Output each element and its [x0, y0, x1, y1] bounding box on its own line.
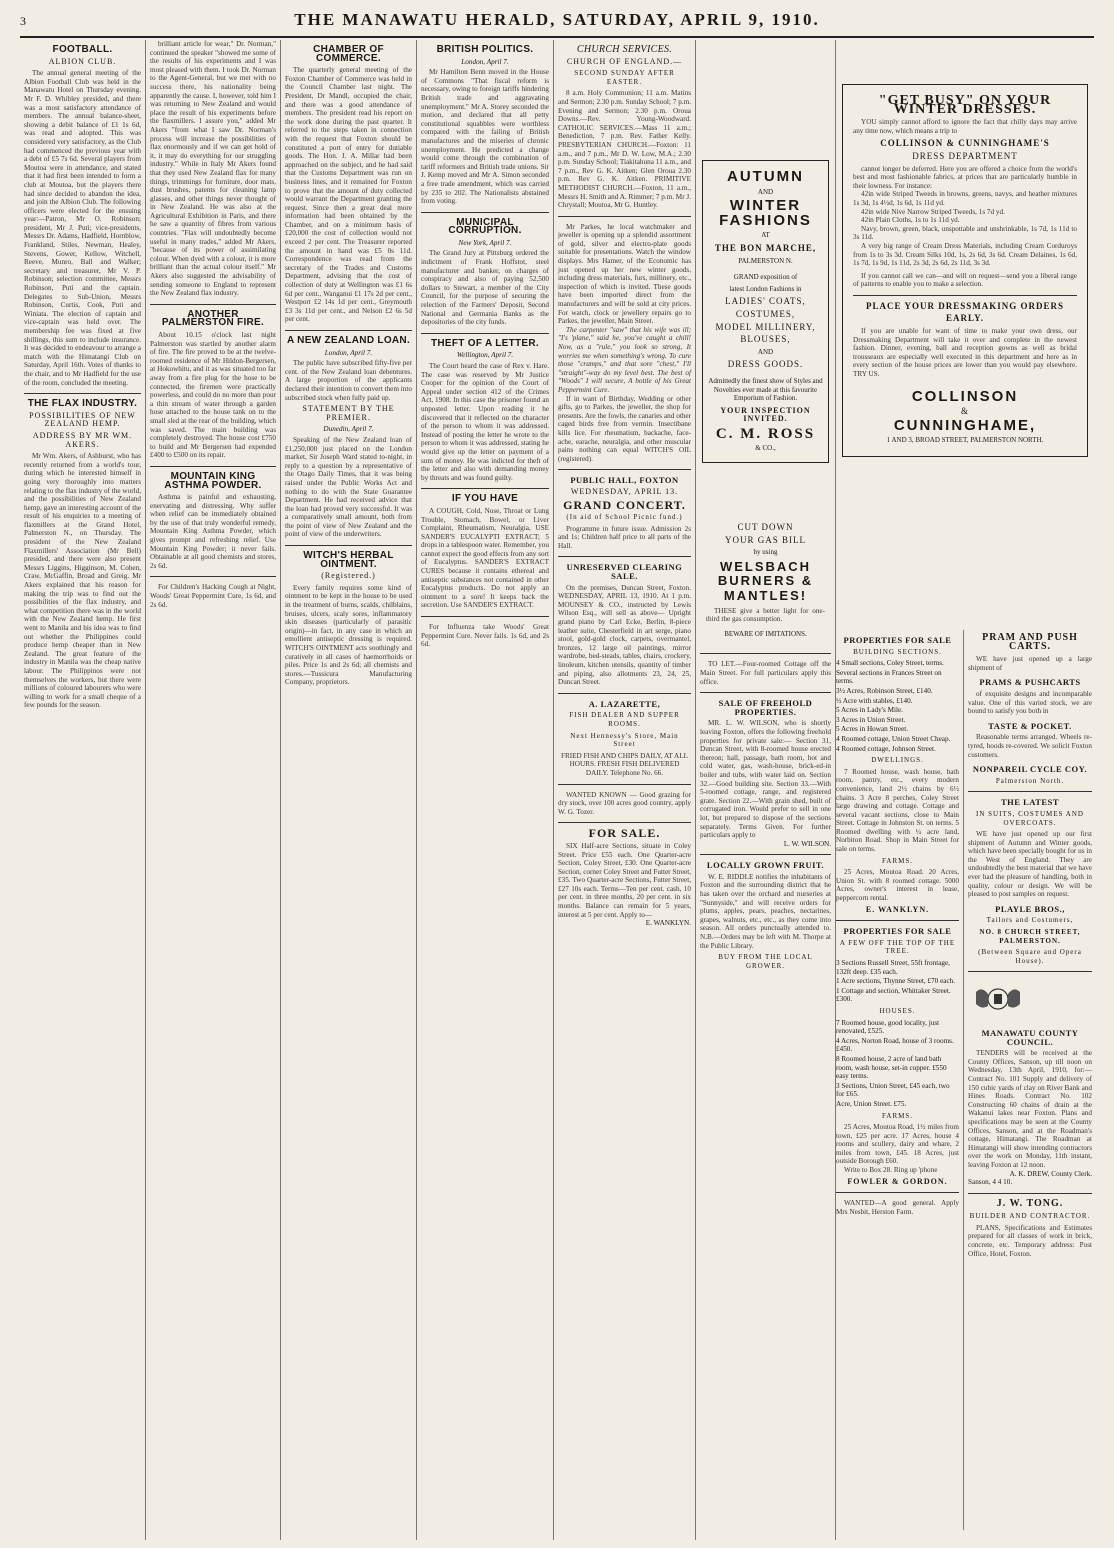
early: EARLY. — [945, 313, 985, 324]
tong-text: PLANS, Specifications and Estimates prepared for all classes of work in brick, concrete, etc. Temporary address: Post Office, Hotel, Foxton. — [968, 1223, 1092, 1258]
cunninghame-name: CUNNINGHAME, — [893, 416, 1037, 434]
flax-subheading: POSSIBILITIES OF NEW ZEALAND HEMP. — [29, 410, 136, 429]
loan-article: The public have subscribed fifty-five per cent. of the New Zealand loan debentures. A large proportion of the applicants declared their intention to convert them into subscribed stock when fully paid up. — [285, 359, 412, 402]
few-item: 3 Sections Russell Street, 55ft frontage, 132ft deep. £35 each. — [836, 959, 950, 976]
property-item: Several sections in Frances Street on terms. — [836, 668, 942, 686]
patterns-note: If you cannot call we can—and will on request—send you a liberal range of patterns to enable you to make a selection. — [853, 271, 1077, 289]
nonpareil: NONPAREIL CYCLE COY. — [972, 764, 1088, 775]
albion-article: The annual general meeting of the Albion Football Club was held in the Manawatu Hotel on Thursday evening. Mr F. D. Whibley presided, and there was a most satisfactory attendance of members. The annual balance-sheet, showing a debit balance of £1 1s 6d, was read and adopted. This was considered very satisfactory, as the Club had commenced the previous year with a debt of £5 7s 6d. Several players from Moutoa were in attendance, and stated that it had first been intended to form a club at Moutoa, but the players there had since decided to abandon the idea, and join the Albion Club. The following officers were elected for the ensuing year:—Patron, Mr O. Robinson; president, Mr J. Puti; vice-presidents, Messrs Dr. Adams, Hadfield, Hornblow, Frankland, Stiles, Newman, Healey, Stevens, Gower, Kellow, Witchell, Reeve, Munro, Ball and Walker; secretary and treasurer, Mr V. P. Robinson; selection committee, Messrs Robinson, Puti and the captain. Delegates to Sub-Union, Messrs Robinson, Curtis, Cook, Puti and Winiata. The election of captain and vice-captain was held over. The membership fee was fixed at five shillings, this sum to include insurance. It was decided to endeavour to arrange a match with the Himatangi Club on Saturday, April 16th. Votes of thanks to the chair, and to Mr Hadfield for the use of the room, concluded the meeting. — [24, 69, 141, 387]
chamber-article: The quarterly general meeting of the Foxton Chamber of Commerce was held in the Council Chamber last night. The President, Dr Mandl, occupied the chair, and there was a good attendance of members. The president read his report on the work done during the past quarter. It referred to the steps taken in connection with the request that Foxton should be constituted a port of entry for dutiable goods. The Hon. J. A. Millar had been approached on the subject, and he had said that the Customs Department was run on business lines, and it remained for Foxton to prove that the amount of duty collected would warrant the Department granting the request. Since then a great deal more information had been obtained by the Chamber, and on a minimum basis of £20,000 the cost of collection would not exceed 2 per cent. The Treasurer reported the amount in hand was £5 0s 11d. Correspondence was read from the secretary of the Trades and Customs Department, advising that the cost of collection of duty at Wellington was £1 6s 6d per cent., Wanganui £1 17s 2d per cent., Westport £2 14s 1d per cent., Greymouth £3 3s 11d per cent., and Nelson £2 6s 5d per cent. — [285, 66, 412, 324]
farms-heading: FARMS. — [882, 856, 913, 865]
flax-article: Mr Wm. Akers, of Ashburst, who has recently returned from a world's tour, during which he interested himself in going very thoroughly into matters relating to the flax industry of the world, and the possibilities of New Zealand hemp, gave an interesting account of the result of his enquiries to a meeting of flaxmillers at the Grand Hotel, Palmerston N., on Thursday. The president of the New Zealand Flaxmillers' Association (Mr Bell) presided, and there were also present Messrs Liggins, Higginson, M. Cohen, Craw, McGaffin, Broad and Greig. Mr Akers explained that his reason for making the trip was to find out the possibilities of the flax industry, and what competition there was in the world with the New Zealand hemp. He first went to Manila and his idea was to find out whether the Philippines could produce hemp cheaper than in New Zealand. The great feature of the industry in Manila was the cheap native labour. The Philippinos were not themselves the workers, but there were millions of coloured labourers who were willing to work for a small cheque of a few pounds for the season. — [24, 452, 141, 710]
premier-article: Speaking of the New Zealand loan of £1,250,000 just placed on the London market, Sir Joseph Ward stated to-night, in reply to a question by a representative of the Otago Daily Times, that it was being raised under the Public Works Act and nothing to do with the State Guarantee Department. He had received advice that the loan had proved very successful. It was a comparatively small amount, both from the point of view of New Zealand and the point of view of the underwriters. — [285, 435, 412, 539]
few-off-top: A FEW OFF THE TOP OF THE TREE. — [839, 938, 956, 956]
eucalypti-advert: A COUGH, Cold, Nose, Throat or Lung Trouble, Stomach, Bowel, or Liver Complaint, Rheumatism, Neuralgia, USE SANDER'S EUCALYPTI EXTRACT; 5 drops in a tablespoon water. Remember, you cannot expect the good effects from any sort of Eucalyptus. SANDER'S EXTRACT CURES because it contains ethereal and antiseptic substances not contained in other Eucalyptus products. Do not apply an ointment to a sore! It keeps back the secretion. Use SANDER'S EXTRACT. — [421, 506, 549, 610]
property-item: 4 Small sections, Coley Street, terms. — [836, 659, 944, 668]
bon-marche-advert — [702, 160, 829, 463]
store-town: PALMERSTON N. — [738, 256, 793, 265]
farms-heading-2: FARMS. — [882, 1111, 913, 1120]
item-and: AND — [757, 347, 774, 356]
properties-heading: PROPERTIES FOR SALE — [843, 635, 952, 645]
item-blouses: BLOUSES, — [740, 334, 791, 345]
few-item: 1 Cottage and section, Whittaker Street. £300. — [836, 986, 951, 1004]
ross-name: C. M. ROSS — [715, 425, 816, 442]
suits-sub: IN SUITS, COSTUMES AND OVERCOATS. — [976, 809, 1084, 827]
grand-concert-title: GRAND CONCERT. — [563, 497, 686, 512]
asthma-powder-heading: MOUNTAIN KING ASTHMA POWDER. — [164, 470, 262, 491]
theft-heading: THEFT OF A LETTER. — [431, 337, 539, 349]
between: (Between Square and Opera House). — [978, 948, 1082, 965]
property-item: 4 Roomed cottage, Union Street Cheap. — [836, 734, 951, 743]
masthead — [20, 10, 1094, 38]
council-heading: MANAWATU COUNTY COUNCIL. — [981, 1028, 1079, 1047]
and-text: AND — [757, 187, 774, 196]
freehold-title: SALE OF FREEHOLD PROPERTIES. — [718, 698, 813, 717]
fruit-buy: BUY FROM THE LOCAL GROWER. — [718, 953, 813, 970]
by-using: by using — [753, 548, 778, 557]
second-sunday: SECOND SUNDAY AFTER EASTER. — [574, 69, 675, 86]
write-to: Write to Box 28. Ring up 'phone — [844, 1166, 938, 1175]
corruption-article: The Grand Jury at Pittsburg ordered the indictment of Frank Hoffstot, steel manufacturer and banker, on charges of conspiracy and also of paying 52,500 dollars to Stewart, a member of the City Council, for the purpose of securing the relection of the Farmers' Deposit, Second National and Germania Banks as the depositories of the city funds. — [421, 249, 549, 327]
grand-exposition: GRAND exposition of — [733, 273, 798, 282]
lazarette-title: A. LAZARETTE, — [588, 698, 661, 709]
for-sale-title: FOR SALE. — [588, 826, 661, 841]
burners: BURNERS & — [717, 573, 814, 589]
ross-co: & CO., — [755, 444, 776, 453]
latest-text: WE have just opened up our first shipment of Autumn and Winter goods, which have been specially bought for us in the West of England. They are undoubtedly the best material that we have ever had the pleasure of handling, both in quality, colour or design. We will be pleased to post samples on request. — [968, 830, 1092, 899]
dwellings-heading: DWELLINGS. — [871, 756, 924, 765]
item-dress-goods: DRESS GOODS. — [727, 359, 804, 370]
house-item: 3 Sections, Union Street, £45 each, two for £65. — [836, 1081, 950, 1099]
collinson-name: COLLINSON — [911, 387, 1019, 405]
wanted-known: WANTED KNOWN — Good grazing for dry stock, over 100 acres good country, apply W. G. Tozer. — [558, 790, 691, 816]
grand-exposition-2: latest London Fashions in — [729, 284, 802, 293]
influenza-note: For Influenza take Woods' Great Peppermint Cure. Never fails. 1s 6d, and 2s 6d. — [421, 623, 549, 649]
property-item: 5 Acres in Lady's Mile. — [836, 706, 903, 715]
column-7 — [836, 40, 1094, 1540]
tailors: Tailors and Costumers, — [986, 916, 1074, 925]
pram-text-2: of exquisite designs and incomparable value. One of this varied stock, we are bound to satisfy you both in — [968, 689, 1092, 716]
clearing-sale-text: On the premises, Duncan Street, Foxton. WEDNESDAY, APRIL 13, 1910. At 1 p.m. MOUNSEY & CO., instructed by Lewis Wilson Esq., will sell as above— Upright grand piano by Carl Ecke, Berlin, 8-piece leather suite, Chesterfield in art serge, piano stool, gold-gold clock, carpets, overmantel, bronzes, 12 large oil paintings, mirror wardrobe, bed-steads, tables, chairs, crockery, linoleum, kitchen utensils, quantity of timber and piping, also allotments 23, 24, 25, Duncan Street. — [558, 583, 691, 687]
item-costumes: COSTUMES, — [735, 308, 796, 319]
column-4 — [417, 40, 554, 1540]
tong-name: J. W. TONG. — [996, 1197, 1064, 1209]
palmerston-fire-article: About 10.15 o'clock last night Palmerston was startled by another alarm of fire. The fire proved to be at the twelve-roomed residence of Mr Hildon-Bergersen, at Hokowhitu, and it as was situated too far away from a fire plug for the hose to be connected, the firemen were practically powerless, and could do no more than pour a thin stream of water through a garden hose attached to the house tank on to the small sled at the rear of the building, which was saved. The main building was completely destroyed. The house cost £750 to build and Mr Bergersen had expended £400 to £500 on its repair. — [150, 331, 276, 460]
get-busy-intro: YOU simply cannot afford to ignore the fact that chilly days may arrive any time now, which means a trip to — [853, 118, 1077, 135]
lazarette-subtitle: FISH DEALER AND SUPPER ROOMS. — [569, 711, 680, 728]
column-5 — [554, 40, 696, 1540]
ampersand: & — [960, 406, 969, 417]
place-orders: PLACE YOUR DRESSMAKING ORDERS — [866, 300, 1064, 311]
inspection-invited: YOUR INSPECTION INVITED. — [720, 405, 811, 424]
politics-dateline: London, April 7. — [461, 57, 509, 66]
admittedly-text: Admittedly the finest show of Styles and Novelties ever made at this favourite Emporium of Fashion. — [708, 376, 823, 403]
church-england: CHURCH OF ENGLAND.— — [566, 56, 683, 66]
properties-heading-2: PROPERTIES FOR SALE — [843, 926, 952, 937]
dwellings-text: 7 Roomed house, wash house, bath room, pantry, etc., every modern convenience, land 2½ chains by 6½ chains. 3 Acre 8 perches, Coley Street large drawing and cottage. Cottage and several vacant sections, close to Main Street. Cottage in Johnston St. on terms. 5 Roomed dwelling with ¼ acre land, Norbiton Road. Shop in Main Street for sale on terms. — [836, 767, 959, 854]
theft-dateline: Wellington, April 7. — [456, 351, 514, 360]
chamber-heading: CHAMBER OF COMMERCE. — [313, 44, 384, 64]
ointment-subheading: (Registered.) — [321, 571, 376, 581]
public-hall-date: WEDNESDAY, APRIL 13. — [570, 486, 679, 496]
local-notes: Mr Parkes, he local watchmaker and jeweller is opening up a splendid assortment of gold, silver and electro-plate goods suitable for presentations. Watch the window displays. Mrs Hamer, of the Economic has just opened up her new winter goods, including dress materials, furs, millinery, etc., inspection of which is invited. These goods have been imported direct from the manufacturers and will be sold at city prices. For watch, clock or jewellery repairs go to Parkes, the jeweller, Main Street. — [558, 222, 691, 326]
lazarette-text: FRIED FISH AND CHIPS DAILY, AT ALL HOURS. FRESH FISH DELIVERED DAILY. Telephone No. 66. — [560, 751, 688, 777]
collinson-firm: COLLINSON & CUNNINGHAME'S — [880, 138, 1050, 149]
welsbach-advert — [702, 513, 829, 647]
column-1 — [20, 40, 146, 1540]
coat-of-arms-icon — [968, 982, 1028, 1016]
column-3 — [281, 40, 417, 1540]
store-name: THE BON MARCHE, — [714, 242, 817, 253]
farms-text-2: 25 Acres, Moutoa Road, 1½ miles from town, £25 per acre. 17 Acres, house 4 rooms and scullery, dairy and whare, 2 miles from town, £45. 18 Acres, just outside Borough £60. — [836, 1123, 959, 1166]
for-sale-signature: E. WANKLYN. — [645, 919, 691, 928]
autumn-text: AUTUMN — [727, 168, 804, 185]
to-let: TO LET.—Four-roomed Cottage off the Main Street. For full particulars apply this office. — [700, 660, 831, 686]
prams-pushcarts: PRAMS & PUSHCARTS — [979, 677, 1081, 688]
item-millinery: MODEL MILLINERY, — [715, 321, 816, 332]
church-street: NO. 8 CHURCH STREET, PALMERSTON. — [979, 928, 1081, 945]
builder-contractor: BUILDER AND CONTRACTOR. — [969, 1212, 1091, 1221]
carpenter-poem: The carpenter "saw" that his wife was ill; "I's 'plane," said he, you've caught a chill! Now, as a "rule," you look so strong, It worries me when something's wrong. To cure those "cramps," and that sore "chest," I'll "straight"-way do my level best. The best of "Woods" I will secure, A bottle of his Great Peppermint Cure. — [558, 325, 691, 394]
price-line-2: 42in wide Nive Narrow Striped Tweeds, 1s 7d yd. — [861, 207, 1005, 216]
concert-subtitle: (In aid of School Picnic fund.) — [566, 513, 683, 522]
playle-bros: PLAYLE BROS., — [995, 903, 1065, 914]
wanklyn-signature: E. WANKLYN. — [865, 904, 930, 914]
these-give: THESE give a better light for one-third the gas consumption. — [706, 606, 825, 624]
latest-heading: THE LATEST — [1001, 797, 1059, 808]
property-item: 5 Acres in Howan Street. — [836, 725, 909, 734]
properties-column — [836, 630, 964, 1530]
property-item: 4 Roomed cottage, Johnson Street. — [836, 744, 936, 753]
pram-text: WE have just opened up a large shipment of — [968, 655, 1092, 672]
page-number: 3 — [20, 14, 28, 28]
item-coats: LADIES' COATS, — [725, 296, 806, 307]
fashions-text: FASHIONS — [719, 211, 812, 229]
british-politics-heading: BRITISH POLITICS. — [436, 44, 534, 55]
right-subcolumn — [968, 630, 1092, 1530]
local-notes-2: If in want of Birthday, Wedding or other gifts, go to Parkes, the jeweller, the shop for presents. Are the fowls, the canaries and other caged birds free from vermin. Insectibane kills lice. For rheumatism, backache, face-ache, earache, neuralgia, and other muscular pains nothing can equal WITCH'S OIL (registered). — [558, 394, 691, 463]
price-line-5: A very big range of Cream Dress Materials, including Cream Corduroys from 1s to 3s 3d. Cream Silks 10d, 1s, 2s 6d, 3s 6d. Cream Delaines, 1s 6d, 1s 7d, 1s 9d, 1s 11d, 2s 3d, 2s 6d, 2s 11d, 3s 3d. — [853, 241, 1077, 268]
collinson-advert — [842, 84, 1088, 457]
farms-text: 25 Acres, Moutoa Road. 20 Acres, Union St. with 8 roomed cottage. 5000 Acres, owner's interest in lease, peppercorn rental. — [836, 868, 959, 903]
pram-text-3: Reasonable terms arranged. Wheels re-tyred, hoods re-covered. We solicit Foxton customers. — [968, 733, 1092, 759]
council-text: TENDERS will be received at the County Offices, Sanson, up till noon on Wednesday, 13th April, 1910, for:— Contract No. 101 Supply and delivery of 150 cubic yards of clay on River Bank and Hines Roads. Contract No. 102 Constructing 60 chains of drain at the Wakanui lakes near Foxton. Plans and specifications may be seen at the County Offices, Sanson, and at the Roadman's cottage, Himatangi. The Roadman at Himatangi will show intending contractors over the work on Monday, 11th instant, leaving Foxton at 12 noon. — [968, 1049, 1092, 1169]
fruit-title: LOCALLY GROWN FRUIT. — [706, 860, 825, 871]
public-hall-title: PUBLIC HALL, FOXTON — [570, 475, 679, 486]
dress-department: DRESS DEPARTMENT — [912, 150, 1018, 161]
dressmaking-text: If you are unable for want of time to make your own dress, our Dressmaking Department will take it over and complete in the newest fashion. Dinner, evening, ball and reception gowns as well as bridal trousseaux are especially well executed in this department and here as in every section of the house prices are lower than you would pay elsewhere. TRY US. — [853, 327, 1077, 379]
flax-heading: THE FLAX INDUSTRY. — [27, 398, 138, 410]
premier-subheading: STATEMENT BY THE PREMIER. — [302, 404, 395, 422]
albion-heading: ALBION CLUB. — [48, 56, 117, 66]
cut-down: CUT DOWN — [737, 522, 794, 533]
church-services-heading: CHURCH SERVICES. — [576, 44, 673, 55]
freehold-signature: L. W. WILSON. — [783, 839, 831, 848]
council-signature: A. K. DREW, County Clerk. — [1009, 1169, 1092, 1178]
houses-heading: HOUSES. — [879, 1006, 916, 1015]
few-item: 1 Acre sections, Thynne Street, £70 each. — [836, 977, 956, 986]
beware: BEWARE OF IMITATIONS. — [724, 629, 807, 638]
lazarette-address: Next Hennessy's Store, Main Street — [570, 731, 679, 749]
house-item: 8 Roomed house, 2 acre of land bath room, wash house, set-in copper. £550 easy terms. — [836, 1054, 947, 1081]
palmerston-north: Palmerston North. — [995, 776, 1065, 785]
fruit-text: W. E. RIDDLE notifies the inhabitants of Foxton and the surrounding district that he has taken over the orchard and nurseries at "Sunnyside," and will receive orders for plums, apples, pears, peaches, nectarines, grapes, walnuts, etc., etc., as they come into season. All orders punctually attended to. N.B.—Orders may be left with M. Thorpe at the Public Library. — [700, 872, 831, 950]
your-gas-bill: YOUR GAS BILL — [724, 534, 806, 545]
corruption-heading: MUNICIPAL CORRUPTION. — [448, 216, 522, 237]
house-item: Acre, Union Street. £75. — [836, 1099, 907, 1108]
palmerston-fire-heading: ANOTHER PALMERSTON FIRE. — [161, 308, 265, 329]
flax-article-continued: brilliant article for wear," Dr. Norman," continued the speaker "showed me some of the results of his experiments and I was most pleased with them. I took Dr. Norman to the Agent-General, but we met with no success there, his nationality being apparently the cause. I, however, told him I was returning to New Zealand and would place the result of his experiments before the flaxmillers. I assure you," added Mr Akers "from what I saw Dr. Norman's process will increase the possibilities of flax enormously and if we can get hold of it, it may do everything for our struggling industry." While in Italy Mr Akers found that they used New Zealand flax for many things, trimmings for furniture, door mats, dust brushes, patents for cleaning lamp glasses, and other things never thought of in New Zealand. He was also at the Agricultural Exhibition in Paris, and there he saw a quantity of fibres from various countries. "Flax will undoubtedly become useful in many trades," added Mr Akers, "because of its power of assimilating colour. When dyed with a colour, it is more brilliant than the actual colour itself." Mr Akers also suggested the advisability of sending someone to England to represent the New Zealand flax industry. — [150, 40, 276, 298]
football-heading: FOOTBALL. — [52, 44, 113, 55]
price-line-4: Navy, brown, green, black, unspottable and unshrinkable, 1s 7d, 1s 11d to 3s 11d. — [853, 224, 1077, 242]
property-item: 3 Acres in Union Street. — [836, 715, 906, 724]
if-you-have-heading: IF YOU HAVE — [451, 493, 519, 505]
price-line-1: 42in wide Striped Tweeds in browns, greens, navys, and heather mixtures 1s 3d, 1s 4½d, 1s 6d, 1s 11d yd. — [853, 190, 1077, 207]
price-line-3: 42in Plain Cloths, 1s to 1s 11d yd. — [861, 216, 960, 225]
asthma-powder-text: Asthma is painful and exhausting, enervating and distressing. Why suffer when relief can be immediately obtained by the use of that truly wonderful remedy, Mountain King Asthma Powder, which gives prompt and refreshing relief. Use Mountain King Powder; it never fails. Obtainable at all good chemists and stores, 2s 6d. — [150, 493, 276, 570]
column-2 — [146, 40, 281, 1540]
clearing-sale-title: UNRESERVED CLEARING SALE. — [566, 562, 683, 582]
dress-text: cannot longer be deferred. Here you are offered a choice from the world's best and most fashionable fabrics, at prices that are particularly humble in their lowness. For instance: — [853, 164, 1077, 190]
politics-article: Mr Hamilton Benn moved in the House of Commons "That fiscal reform is necessary, owing to foreign tariffs hindering British trade and aggravating unemployment." Mr A. Storey seconded the motion, and declared that all petty constitutional squabbles were worthless compared with the failing of British manufactures and the miseries of chronic unemployment. He predicted a change would come through the combination of tariff reformers and British trade unions. Sir J. Kemp moved and Mr A. Simon seconded a free trade amendment, which was carried by 235 to 202. The Nationalists abstained from voting. — [421, 68, 549, 206]
corruption-dateline: New York, April 7. — [458, 238, 512, 247]
freehold-text: MR. L. W. WILSON, who is shortly leaving Foxton, offers the following freehold properties for private sale:— Section 31, Duncan Street, with 8-roomed house erected thereon; hall, passage, bath room, hot and cold water, gas, wash-house, brick-ed-in boiler and tubs, with water laid on. Section 32.—Good building site. Section 33.—With 5-roomed cottage, range, and registered grate. Section 22.—With grain shed, built of corrugated iron. Would prefer to sell in one lot, but prepared to dispose of the sections separately. Terms Given. For further particulars apply to — [700, 719, 831, 840]
council-date: Sanson, 4 4 10. — [968, 1178, 1013, 1187]
building-sections: BUILDING SECTIONS. — [853, 647, 942, 656]
property-item: ½ Acre with stables, £140. — [836, 696, 913, 705]
taste-pocket: TASTE & POCKET. — [988, 720, 1072, 731]
ointment-heading: WITCH'S HERBAL OINTMENT. — [303, 550, 394, 570]
cough-cure-note: For Children's Hacking Cough at Night, Woods' Great Peppermint Cure, 1s 6d, and 2s 6d. — [150, 583, 276, 609]
ointment-text: Every family requires some kind of ointment to be kept in the house to be used in the treatment of burns, scalds, chilblains, bruises, ulcers, scaly sores, inflammatory skin diseases (particularly of parasitic origin)—in fact, in any case in which an emollient antiseptic dressing is required. WITCH'S OINTMENT acts soothingly and curatively in all cases of haemorrhoids or piles. Price 1s and 2s 6d; all chemists and stores.—Tussicura Manufacturing Company, proprietors. — [285, 583, 412, 687]
loan-dateline: London, April 7. — [324, 348, 373, 357]
premier-dateline: Dunedin, April 7. — [323, 425, 374, 434]
house-item: 7 Roomed house, good locality, just renovated, £525. — [836, 1018, 940, 1036]
winter-text: WINTER — [729, 197, 802, 215]
church-services-text: 8 a.m. Holy Communion; 11 a.m. Matins and Sermon; 2.30 p.m. Sunday School; 7 p.m. Evening and Sermon; 2.30 p.m. Oroua Downs.—Rev. Young-Woodward. CATHOLIC SERVICES.—Mass 11 a.m.; Benediction, 7 p.m. Rev. Father Kelly. PRESBYTERIAN CHURCH.—Foxton: 11 a.m., and 7 p.m., Mr D. W. Low, M.A.; 2.30 p.m. Sunday School; Tiakitahuna 11 a.m., and 7 p.m., Rev G. K. Aitken; Glen Oroua 2.30 p.m. Rev G. K. Aitken. PRIMITIVE METHODIST CHURCH.—Foxton, 11 a.m., Messrs H. Smith and A. Rimmer; 7 p.m. Mr J. Chrystall; Moutoa, Mr G. Huntley. — [558, 89, 691, 210]
collinson-address: 1 AND 3, BROAD STREET, PALMERSTON NORTH. — [886, 436, 1044, 445]
theft-article: The Court heard the case of Rex v. Hare. The case was reserved by Mr Justice Cooper for the opinion of the Court of Appeal under section 412 of the Crimes Act, 1908. In this case the prisoner found an unposted letter. Upon reading it he discovered that it reflected on the character of the person to whom it was addressed. Instead of posting the letter he wrote to the person to whom it was addressed, stating he would give up the letter on payment of a sum of money. He was indicted for theft of the letter and also with demanding money by threats and was found guilty. — [421, 362, 549, 482]
property-item: 3½ Acres, Robinson Street, £140. — [836, 686, 933, 695]
at-text: AT — [761, 231, 770, 240]
wanted-general: WANTED—A good general. Apply Mrs Nesbit, Herston Farm. — [836, 1199, 959, 1216]
concert-details: Programme in future issue. Admission 2s and 1s; Children half price to all parts of the Hall. — [558, 524, 691, 550]
loan-heading: A NEW ZEALAND LOAN. — [286, 335, 411, 346]
for-sale-text: SIX Half-acre Sections, situate in Coley Street. Price £55 each. One Quarter-acre Section, Coley Street, £30. One Quarter-acre Section, corner Coley Street and Futter Street, £35. Two Quarter-acre Sections, Futter Street, £27 10s each. Terms—Ten per cent. cash, 10 per cent. in three months, 20 per cent. in six months. Balance can remain for 5 years, interest at 5 per cent. Apply to— — [558, 841, 691, 919]
column-6 — [696, 40, 836, 1540]
get-busy-title: "GET BUSY" ON YOUR WINTER DRESSES. — [878, 93, 1052, 117]
welsbach: WELSBACH — [719, 558, 812, 574]
mantles: MANTLES! — [723, 588, 808, 604]
flax-subheading-2: ADDRESS BY MR WM. AKERS. — [32, 430, 133, 449]
house-item: 4 Acres, Norton Road, house of 3 rooms. £450. — [836, 1036, 954, 1054]
masthead-title: THE MANAWATU HERALD, SATURDAY, APRIL 9, 1910. — [294, 10, 820, 29]
fowler-gordon: FOWLER & GORDON. — [847, 1176, 948, 1186]
pram-title: PRAM AND PUSH CARTS. — [982, 632, 1078, 652]
